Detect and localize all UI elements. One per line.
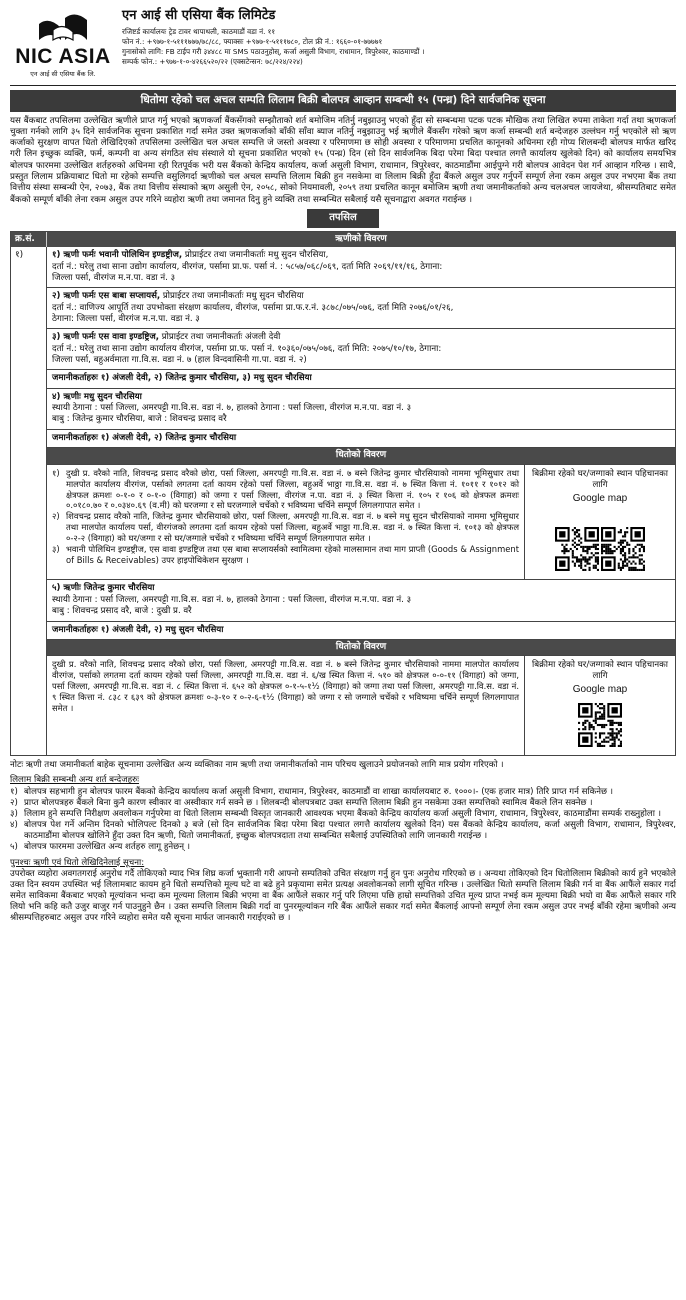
borrower-4-line: बाबु : जितेन्द्र कुमार चौरसिया, बाजे : शिवचन्द्र प्रसाद वरै [52, 414, 227, 425]
guarantors-1: जमानीकर्ताहरुः १) अंजली देवी, २) जितेन्द्र कुमार चौरसिया, ३) मधु सुदन चौरसिया [47, 370, 675, 388]
borrower-table [10, 231, 676, 756]
borrower-2-line: दर्ता नं.: वाणिज्य आपूर्ति तथा उपभोक्ता संरक्षण कार्यालय, वीरगंज, पर्सामा प्रा.फ.र.नं. ३८७८/०७५/०७६, दर्ता मिति २०७६/०१/२६, [52, 302, 454, 313]
borrower-2 [47, 288, 675, 329]
conditions-section [10, 775, 676, 853]
final-title: पुनश्चः ऋणी एवं धितो लेखिदिनेलाई सूचना: [10, 857, 145, 868]
condition-item: २) प्राप्त बोलपत्रहरु बैंकले बिना कुनै कारण स्वीकार वा अस्वीकार गर्न सक्ने छ । शिलबन्दी बोलपत्रबाट उक्त सम्पत्ति लिलाम बिक्री हुन नसकेमा उक्त सम्पत्तिको स्वामित्व बैंकले लिन सक्नेछ । [10, 797, 593, 808]
phone-line: फोन नं.: +९७७-१-५१११७७७/७८/८८, फ्याक्सः +९७७-१-५१११७८०, टोल फ्री नं.: १६६०-०१-७७७७१ [122, 36, 383, 46]
collateral-block-1 [47, 465, 675, 581]
intro-paragraph: यस बैंकबाट तपसिलमा उल्लेखित ऋणीले प्राप्त गर्नु भएको ऋणकर्जा बैंकसँगको सम्झौताको शर्त बमोजिम नतिर्नु नबुझाउनु भएको हुँदा सो सम्बन्धमा पटक पटक मौखिक तथा लिखित रुपमा ताकेता गर्दा तथा ऋणकर्जा चुक्ता गर्नको लागि ३५ दिने सार्वजनिक सूचना प्रकाशित गर्दा समेत उक्त ऋणकर्जाको बाँकी साँवा ब्याज नतिर्नु नबुझाउनु भई ऋणीले बैंकसँग गरेको ऋण कर्जा सम्बन्धी शर्त बन्देजहरु उल्लंघन गर्नु भएकोले सो ऋण कर्जाको सुरक्षण वापत धितो लेखिदिएको तपसिलमा उल्लेखित चल अचल सम्पत्ति जे जस्तो अवस्था र परिमाणमा छ सोही अवस्था र परिमाणमा प्रचलित कानूनको अधिनमा रही गोप्य शिलबन्दी बोलपत्र मार्फत खरिद गरी लिन इच्छुक व्यक्ति, फर्म, कम्पनी वा अन्य संगठित संघ संस्थाले यो सूचना प्रकाशित भएको १५ (पन्ध्र) दिन (सो दिन सार्वजनिक बिदा परेमा बिदा पश्चात लगत्तै कार्यालय खुलेको दिन) को कार्यालय समयभित्र बोलपत्र फारममा उल्लेखित शर्तहरुको अधिनमा रही रितपूर्वक भरी यस बैंकको केन्द्रिय कार्यालय, कर्जा असुली विभाग, राधामान, त्रिपुरेश्वर, काठमाडौंमा आईपुग्ने गरी बोलपत्र आवेदन पेश गर्न आव्हान गरिन्छ । साथै, प्रस्तुत लिलाम प्रक्रियाबाट धितो मा रहेको सम्पत्ति वसुलिगर्दा ऋणीको चल अचल सम्पत्ति लिलाम बिक्री हुन नसकेमा वा लिलाम बिक्री हुँदा बैंकले असुल उपर गर्नुपर्ने सम्पूर्ण लेना रकम असुल उपर नभएमा बैंक तथा वित्तीय संस्था सम्बन्धी ऐन, २०७३, बैंक तथा वित्तीय संस्थाको ऋण असुली ऐन, २०५८, सोको नियमावली, २०५९ तथा प्रचलित कानून बमोजिम ऋणी तथा जमानीकर्ताको अन्य चलअचल जायजेथा, श्रीसम्पतिबाट समेत बैंकको सम्पूर्ण बाँकी लेना रकम असुल उपर गरिने व्यहोरा ऋणी तथा जमानत दिनु हुने व्यक्ति तथा सम्बन्धित सबैलाई यसै सूचनाद्वारा अवगत गराईन्छ । [10, 115, 676, 205]
tapsil-label: तपसिल [307, 209, 379, 228]
tapsil-heading [10, 209, 676, 228]
map-text: बिक्रीमा रहेको घर/जग्गाको स्थान पहिचानका लागि [532, 468, 668, 490]
borrower-4-line: स्थायी ठेगाना : पर्सा जिल्ला, अमरपट्टी गा.वि.स. वडा नं. ७, हालको ठेगाना : पर्सा जिल्ला, वीरगंज म.न.पा. वडा नं. ३ [52, 403, 412, 414]
map-panel-1 [525, 465, 675, 580]
collateral-block-2 [47, 656, 675, 755]
logo-text: NIC ASIA [15, 45, 111, 68]
qr-code-icon[interactable] [578, 703, 622, 747]
guarantors-2: जमानीकर्ताहरुः १) अंजली देवी, २) जितेन्द्र कुमार चौरसिया [47, 430, 675, 448]
notice-title: धितोमा रहेको चल अचल सम्पति लिलाम बिक्री बोलपत्र आव्हान सम्बन्धी १५ (पन्ध्र) दिने सार्वजनिक सूचना [10, 90, 676, 112]
logo-subtitle: एन आई सी एसिया बैंक लि. [30, 70, 96, 78]
qr-code-icon[interactable] [601, 527, 645, 571]
borrower-3-line: जिल्ला पर्सा, बहुअर्वमाता गा.वि.स. वडा नं. ७ (हाल विन्दवासिनी गा.पा. वडा नं. २) [52, 355, 307, 366]
condition-item: ५) बोलपत्र फारममा उल्लेखित अन्य शर्तहरु लागू हुनेछन् । [10, 842, 190, 853]
borrower-1-rest: प्रोप्राईटर तथा जमानीकर्ताः मधु सुदन चौरसिया, [184, 250, 329, 261]
condition-item: १) बोलपत्र सहभागी हुन बोलपत्र फारम बैंकको केन्द्रिय कार्यालय कर्जा असुली विभाग, राधामान, त्रिपुरेश्वर, काठमाडौं वा शाखा कार्यालयबाट रु. १०००।- (एक हजार मात्र) तिरि प्राप्त गर्न सकिनेछ । [10, 786, 613, 797]
google-map-label: Google map [572, 492, 628, 504]
collateral-heading-2: धितोको विवरण [47, 640, 675, 657]
final-paragraph: उपरोक्त व्यहोरा अवगतगराई अनुरोध गर्दै तोकिएको म्याद भित्र शिघ्र कर्जा भुक्तानी गरी आफ्नो सम्पतिको उचित संरक्षण गर्नु हुन पुनः अनुरोध गरिएको छ । अन्यथा तोकिएको दिन धितोलिलाम बिक्रीको कार्य हुने भएकोले उक्त दिन स्वयम उपस्थित भई लिलामबाट कायम हुने धितो सम्पत्तिको मूल्य घटे वा बढे हुने प्रकृयामा समेत प्रत्यक्ष अवलोकनको लागी सूचित गरिन्छ । उल्लेखित धितो सम्पत्ति लिलाम बिक्री गर्न वा बैंक आफैंले सकार गर्दा समेत साविकमा बैंकबाट भएको मूल्यांकन भन्दा कम मूल्यमा लिलाम बिक्री भएमा वा बैंक आफैंले सकार गर्नु परि लिएमा पछि हाम्रो सम्पत्तिको उचित मूल्य प्राप्त नभई कम मूल्यमा बिक्री भयो वा बैंक आफैंले सकार गरि लियो भनि कहि कतै उजुर बाजुर गर्न पाउनुहुने छैन । उक्त सम्पत्ति लिलाम बिक्री गर्दा वा पुनरमूल्यांकन गरि बैंक आफैंले सकार गर्दा समेत बैंकलाई आफ्नो सम्पूर्ण लेना रकम असुल उपर नभई बाँकी रहेमा ऋणीको अन्य श्रीसम्पत्तिहरुबाट असुल उपर गरिने व्यहोरा समेत यसै सूचना मार्फत जानकारी गराईएको छ । [10, 868, 676, 924]
contact-line: सम्पर्क फोन.: +९७७-१-०-४२६६५२०/२२ (एक्सटेन्सन: ७८/२२४/२२४) [122, 57, 303, 67]
borrower-2-line: ठेगाना: जिल्ला पर्सा, वीरगंज म.न.पा. वडा नं. ३ [52, 314, 200, 325]
condition-item: ४) बोलपत्र पेश गर्ने अन्तिम दिनको भोलिपल्ट दिनको ३ बजे (सो दिन सार्वजनिक बिदा परेमा बिदा पश्चात लगत्तै कार्यालय खुलेको दिन) यस बैंकको केन्द्रिय कार्यालय, कर्जा असुली विभाग, राधामान, त्रिपुरेश्वर, काठमाडौंमा बोलपत्र खोलिने हुँदा उक्त दिन ऋणी, धितो जमानीकर्ता, इच्छुक बोलपत्रदाता तथा सम्बन्धित सबैलाई उपस्थितिको लागि जानकारी गराईन्छ । [10, 820, 676, 842]
condition-item: ३) लिलाम हुने सम्पत्ति निरीक्षण अवलोकन गर्नुपरेमा वा धितो लिलाम सम्बन्धी विस्तृत जानकारी आवश्यक भएमा बैंकको केन्द्रिय कार्यालय कर्जा असुली विभाग, राधामान, त्रिपुरेश्वर, काठमाडौंमा सम्पर्क राख्नुहोला । [10, 808, 661, 819]
borrower-4-title: ४) ऋणीः मधु सुदन चौरसिया [52, 391, 142, 402]
address-line: रजिष्टर्ड कार्यालयः ट्रेड टावर थापाथली, काठमाडौं वडा नं. ११ [122, 26, 276, 36]
bank-info [116, 6, 676, 85]
borrower-1-title: १) ऋणी फर्मः भवानी पोलिथिन इण्डष्ट्रीज, [52, 250, 183, 261]
row-content [47, 247, 675, 755]
collateral-item: १) दुखी प्र. वरैको नाति, शिवचन्द्र प्रसाद वरैको छोरा, पर्सा जिल्ला, अमरपट्टी गा.वि.स. वडा नं. ७ बस्ने जितेन्द्र कुमार चौरसियाको नाममा भूमिसुधार तथा मालपोत कार्यालय वीरगंज, पर्साको लगतमा दर्ता कायम रहेको पर्सा जिल्ला, बहुअर्वे भाठ्ठा गा.वि.स. वडा नं. ७ स्थित कित्ता नं. १०११ र १०१२ को क्षेत्रफल क्रमशः ०-१-० र ०-१-० (विगाहा) को जग्गा र पर्सा जिल्ला, वीरगंज न.पा. वडा नं. ३ स्थित कित्ता नं. १०५ र १०६ को क्षेत्रफल क्रमशः ०.०१८०.७० र ०.०३४०.६९ (व.मी) को घरजग्गा र सो घरजग्गाले चर्चेको र भविष्यमा चर्चिने सम्पूर्ण लिगलगापात समेत । [52, 467, 519, 511]
borrower-3-rest: प्रोप्राईटर तथा जमानीकर्ताः अंजली देवी [161, 332, 281, 343]
col-detail-header: ऋणीको विवरण [335, 233, 387, 244]
bank-header [10, 6, 676, 86]
borrower-2-rest: प्रोप्राईटर तथा जमानीकर्ताः मधु सुदन चौरसिया [162, 291, 304, 302]
collateral-item: ३) भवानी पोलिथिन इण्डष्ट्रीज, एस वावा इण्डष्ट्रिज तथा एस बाबा सप्लायर्सको स्वामित्वमा रहेको मालसामान तथा माग प्राप्ती (Goods & Assignment of Bills & Receivables) उपर हाइपोथिकेशन सुरक्षण । [52, 544, 519, 566]
map-text: बिक्रीमा रहेको घर/जग्गाको स्थान पहिचानका लागि [532, 660, 668, 682]
guarantors-3: जमानीकर्ताहरुः १) अंजली देवी, २) मधु सुदन चौरसिया [47, 622, 675, 640]
borrower-4 [47, 389, 675, 430]
borrower-2-title: २) ऋणी फर्मः एस बाबा सप्लायर्स, [52, 291, 161, 302]
borrower-3-line: दर्ता नं.: घरेलु तथा साना उद्योग कार्यालय वीरगंज, पर्सामा प्रा.फ. पर्सा नं. १०३६०/०७५/०७६, दर्ता मिति: २०७५/१०/१७, ठेगाना: [52, 343, 442, 354]
conditions-title: लिलाम बिक्री सम्बन्धी अन्य शर्त बन्देजहरुः [10, 775, 140, 786]
collateral-item: २) शिवचन्द्र प्रसाद वरैको नाति, जितेन्द्र कुमार चौरसियाको छोरा, पर्सा जिल्ला, अमरपट्टी गा.वि.स. वडा नं. ७ बस्ने मधु सुदन चौरसियाको नाममा भूमिसुधार तथा मालपोत कार्यालय पर्सा, वीरगंजको लगतमा दर्ता कायम रहेको पर्सा जिल्ला, बहुअर्वे भाठ्ठा गा.वि.स. वडा नं. ७ स्थित कित्ता नं. १०१३ को क्षेत्रफल ०-२-२ (विगाहा) को घर/जग्गा र सो घर/जग्गाले चर्चेको र भविष्यमा चर्चिने सम्पूर्ण लिगलगापात समेत । [52, 511, 519, 544]
row-sn: १) [11, 247, 47, 755]
borrower-5-line: बाबु : शिवचन्द्र प्रसाद वरै, बाजे : दुखी प्र. वरै [52, 606, 192, 617]
borrower-3 [47, 329, 675, 370]
note: नोटः ऋणी तथा जमानीकर्ता बाहेक सूचनामा उल्लेखित अन्य व्यक्तिका नाम ऋणी तथा जमानीकर्ताको नाम परिचय खुलाउने प्रयोजनको लागि मात्र प्रयोग गरिएको । [10, 760, 504, 771]
google-map-label: Google map [572, 684, 628, 696]
bank-name: एन आई सी एसिया बैंक लिमिटेड [122, 8, 276, 23]
borrower-5-title: ५) ऋणीः जितेन्द्र कुमार चौरसिया [52, 583, 155, 594]
qr-code-icon[interactable] [555, 527, 599, 571]
collateral-list-1 [47, 465, 525, 580]
map-panel-2 [525, 656, 675, 755]
grievance-line: गुनासोको लागि: FB टाईप गरी ३४४८८ मा SMS पठाउनुहोस्, कर्जा असुली विभाग, राधामान, त्रिपुरेश्वर, काठमाण्डौं । [122, 47, 425, 57]
table-header [11, 232, 675, 248]
collateral-heading-1: धितोको विवरण [47, 448, 675, 465]
collateral-text-2: दुखी प्र. वरैको नाति, शिवचन्द्र प्रसाद वरैको छोरा, पर्सा जिल्ला, अमरपट्टी गा.वि.स. वडा नं. ७ बस्ने जितेन्द्र कुमार चौरसियाको नाममा मालपोत कार्यालय वीरगंज, पर्साको लगतमा दर्ता कायम रहेको पर्सा जिल्ला, अमरपट्टी गा.वि.स. वडा नं. ६/ख स्थित कित्ता नं. ५१० को क्षेत्रफल ०-०-११ (विगाहा) को जग्गा, पर्सा जिल्ला, अमरपट्टी गा.वि.स. वडा नं. ८ स्थित कित्ता नं. ६५२ को क्षेत्रफल ०-१-५-१½ (विगाहा) को जग्गा तथा पर्सा जिल्ला, अमरपट्टी गा.वि.स. वडा नं. ९ स्थित कित्ता नं. ८३८ र ६३९ को क्षेत्रफल क्रमशः ०-३-१० र ०-२-६-१½ (विगाहा) को जग्गा र सो जग्गाले चर्चेको र भविष्यमा चर्चिने सम्पूर्ण लिगलगापात समेत । [47, 656, 525, 755]
borrower-3-title: ३) ऋणी फर्मः एस वावा इण्डष्ट्रिज, [52, 332, 159, 343]
final-section [10, 858, 676, 925]
borrower-5 [47, 580, 675, 621]
borrower-1-line: दर्ता नं.: घरेलु तथा साना उद्योग कार्यालय, वीरगंज, पर्सामा प्रा.फ. पर्सा नं. : ५८५७/०६८/०६९, दर्ता मिति २०६९/११/१६, ठेगाना: [52, 261, 443, 272]
borrower-1 [47, 247, 675, 288]
borrower-1-line: जिल्ला पर्सा, वीरगंज म.न.पा. वडा नं. ३ [52, 273, 176, 284]
table-row [11, 247, 675, 755]
bank-logo [10, 6, 116, 85]
logo-mark-icon [35, 10, 91, 44]
col-sn-header: क्र.सं. [11, 232, 47, 248]
borrower-5-line: स्थायी ठेगाना : पर्सा जिल्ला, अमरपट्टी गा.वि.स. वडा नं. ७, हालको ठेगाना : पर्सा जिल्ला, वीरगंज म.न.पा. वडा नं. ३ [52, 594, 412, 605]
